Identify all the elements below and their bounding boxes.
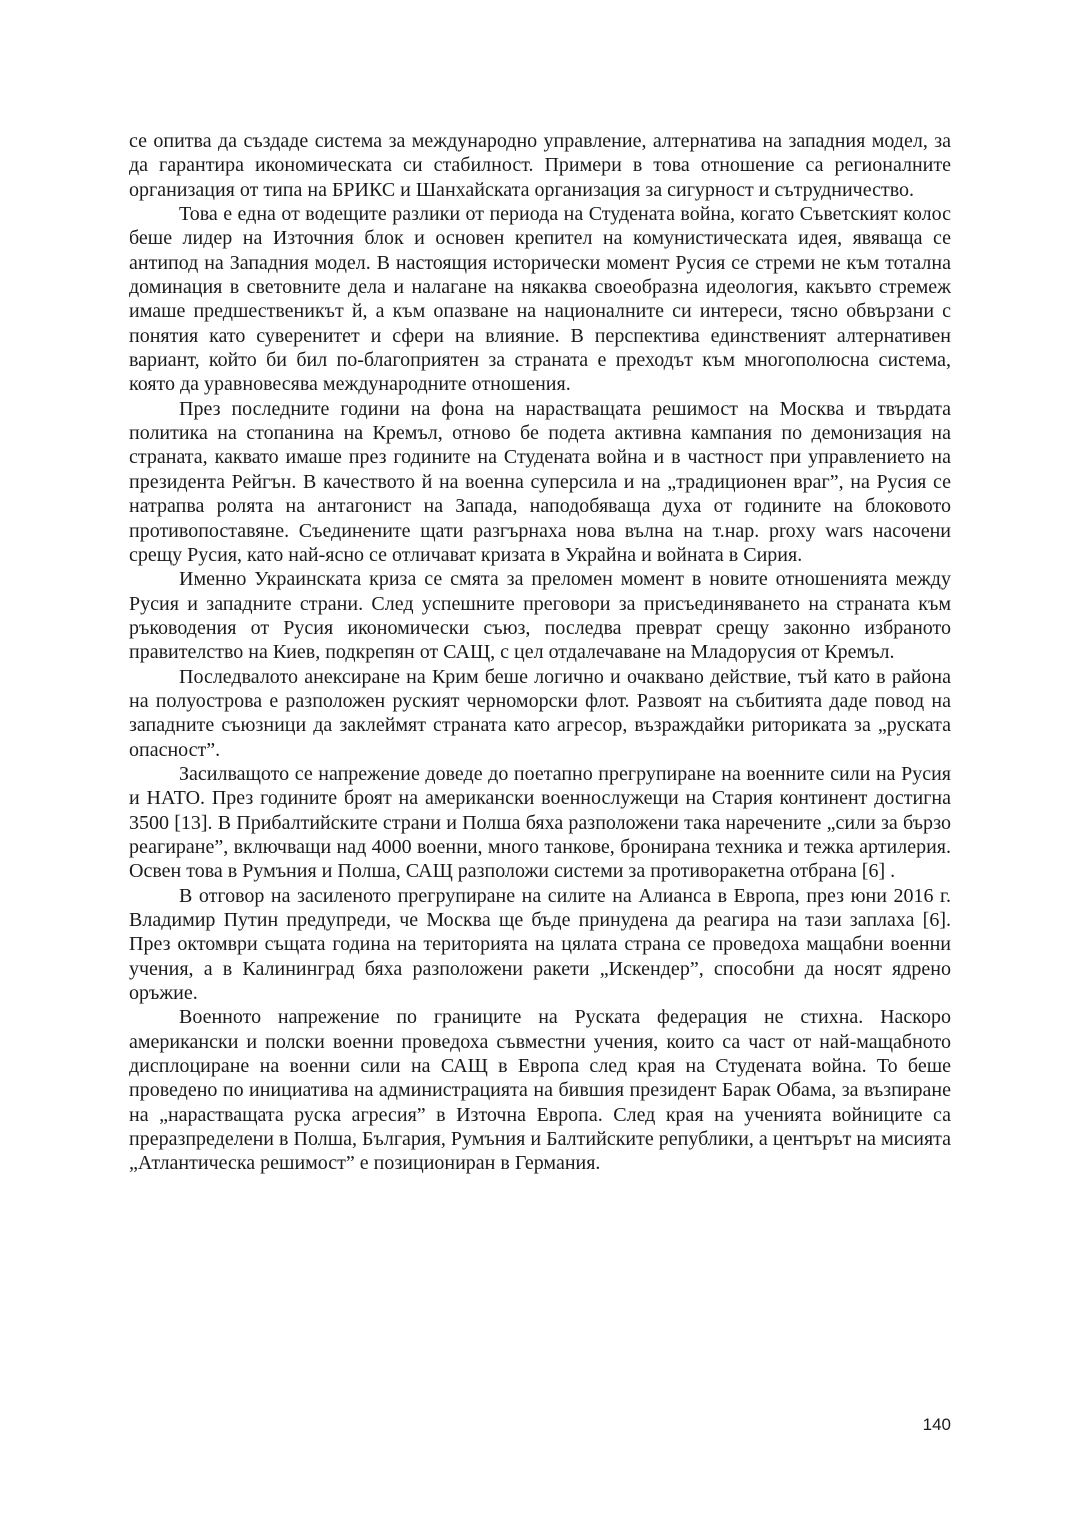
paragraph-2: Това е една от водещите разлики от периода на Студената война, когато Съветският колос беше лидер на Източния блок и основен крепител на комунистическата идея, явяваща се антипод на Западния модел. В настоящия исторически момент Русия се стреми не към тотална доминация в световните дела и налагане на някаква своеобразна идеология, какъвто стремеж имаше предшественикът й, а към опазване на националните си интереси, тясно обвързани с понятия като суверенитет и сфери на влияние. В перспектива единственият алтернативен вариант, който би бил по-благоприятен за страната е преходът към многополюсна система, която да уравновесява международните отношения. bbox=[129, 203, 951, 396]
paragraph-8: Военното напрежение по границите на Руската федерация не стихна. Наскоро американски и полски военни проведоха съвместни учения, които са част от най-мащабното дисплоциране на военни сили на САЩ в Европа след края на Студената война. То беше проведено по инициатива на администрацията на бившия президент Барак Обама, за възпиране на „нарастващата руска агресия” в Източна Европа. След края на ученията войниците са преразпределени в Полша, България, Румъния и Балтийските републики, а центърът на мисията „Атлантическа решимост” е позициониран в Германия. bbox=[129, 1006, 951, 1175]
paragraph-6: Засилващото се напрежение доведе до поетапно прегрупиране на военните сили на Русия и НАТО. През годините броят на американски военнослужещи на Стария континент достигна 3500 [13]. В Прибалтийските страни и Полша бяха разположени така наречените „сили за бързо реагиране”, включващи над 4000 военни, много танкове, бронирана техника и тежка артилерия. Освен това в Румъния и Полша, САЩ разположи системи за противоракетна отбрана [6] . bbox=[129, 762, 951, 883]
paragraph-1: се опитва да създаде система за международно управление, алтернатива на западния модел, за да гарантира икономическата си стабилност. Примери в това отношение са регионалните организация от типа на БРИКС и Шанхайската организация за сигурност и сътрудничество. bbox=[129, 130, 951, 201]
page-number: 140 bbox=[922, 1415, 951, 1434]
paragraph-3: През последните години на фона на нарастващата решимост на Москва и твърдата политика на стопанина на Кремъл, отново бе подета активна кампания по демонизация на страната, каквато имаше през годините на Студената война и в частност при управлението на президента Рейгън. В качеството й на военна суперсила и на „традиционен враг”, на Русия се натрапва ролята на антагонист на Запада, наподобяваща духа от годините на блоковото противопоставяне. Съединените щати разгърнаха нова вълна на т.нар. proxy wars насочени срещу Русия, като най-ясно се отличават кризата в Украйна и войната в Сирия. bbox=[129, 397, 951, 566]
paragraph-4: Именно Украинската криза се смята за преломен момент в новите отношенията между Русия и западните страни. След успешните преговори за присъединяването на страната към ръководения от Русия икономически съюз, последва преврат срещу законно избраното правителство на Киев, подкрепян от САЩ, с цел отдалечаване на Младорусия от Кремъл. bbox=[129, 568, 951, 664]
paragraph-7: В отговор на засиленото прегрупиране на силите на Алианса в Европа, през юни 2016 г. Владимир Путин предупреди, че Москва ще бъде принудена да реагира на тази заплаха [6]. През октомври същата година на територията на цялата страна се проведоха мащабни военни учения, а в Калининград бяха разположени ракети „Искендер”, способни да носят ядрено оръжие. bbox=[129, 884, 951, 1005]
paragraph-5: Последвалото анексиране на Крим беше логично и очаквано действие, тъй като в района на полуострова е разположен руският черноморски флот. Развоят на събитията даде повод на западните съюзници да заклеймят страната като агресор, възраждайки риториката за „руската опасност”. bbox=[129, 665, 951, 761]
body-text bbox=[129, 129, 951, 1176]
